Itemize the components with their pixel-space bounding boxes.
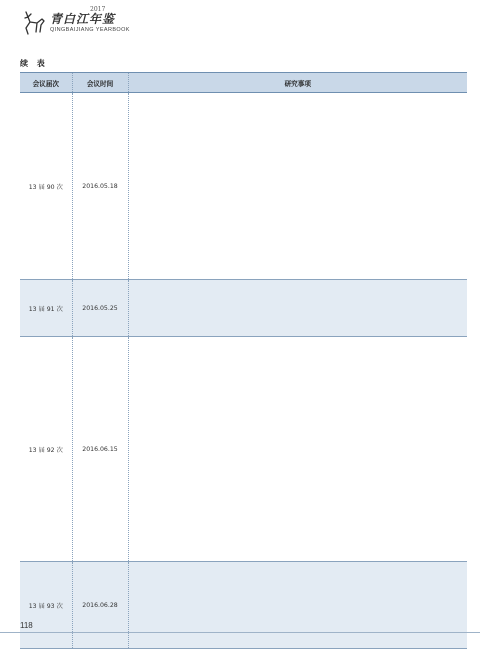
page-number: 118 <box>20 621 33 630</box>
column-header-date: 会议时间 <box>72 73 128 93</box>
continued-label: 续 表 <box>20 59 48 68</box>
matters-cell <box>128 93 467 280</box>
session-cell: 13 届 90 次 <box>20 93 72 280</box>
yearbook-subtitle: QINGBAIJIANG YEARBOOK <box>50 27 130 33</box>
table-row <box>20 337 467 562</box>
session-cell: 13 届 91 次 <box>20 280 72 337</box>
session-cell: 13 届 93 次 <box>20 562 72 649</box>
session-cell: 13 届 92 次 <box>20 337 72 562</box>
table-row <box>20 280 467 337</box>
footer-divider <box>0 632 480 633</box>
column-header-session: 会议届次 <box>20 73 72 93</box>
date-cell: 2016.06.28 <box>72 562 128 649</box>
table-row <box>20 562 467 649</box>
yearbook-title: 青白江年鉴 <box>50 12 116 26</box>
table-row <box>20 93 467 280</box>
meetings-table <box>20 72 467 649</box>
yearbook-header <box>20 6 180 50</box>
matters-cell <box>128 337 467 562</box>
date-cell: 2016.05.18 <box>72 93 128 280</box>
date-cell: 2016.05.25 <box>72 280 128 337</box>
column-header-matters: 研究事项 <box>128 73 467 93</box>
deer-logo-icon <box>20 8 48 42</box>
matters-cell <box>128 562 467 649</box>
matters-cell <box>128 280 467 337</box>
table-header-row <box>20 73 467 93</box>
yearbook-year: 2017 <box>90 6 106 13</box>
date-cell: 2016.06.15 <box>72 337 128 562</box>
